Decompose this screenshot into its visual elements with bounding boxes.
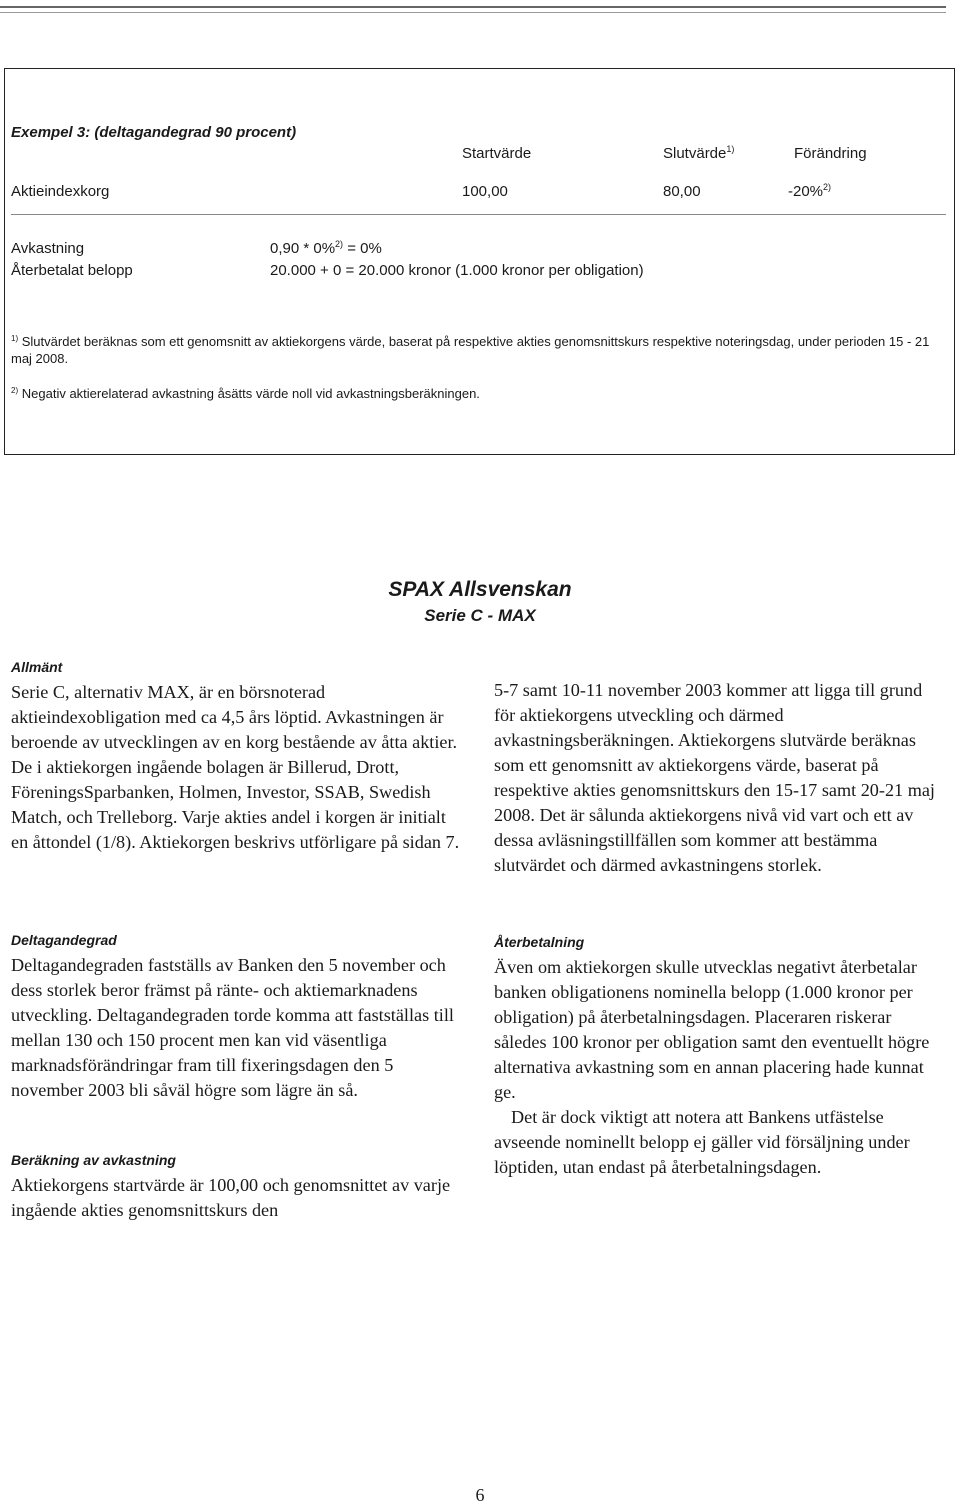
top-rule-thin — [0, 12, 946, 13]
heading-deltagandegrad: Deltagandegrad — [11, 932, 117, 948]
example-title: Exempel 3: (deltagandegrad 90 procent) — [11, 124, 297, 141]
left-column-3 — [11, 1151, 463, 1223]
left-column-2 — [11, 931, 463, 1103]
footnote-2: $^{2)}$ Negativ aktierelaterad avkastning åsätts värde noll vid avkastningsberäkningen. — [11, 386, 480, 401]
index-row-end: 80,00 — [663, 183, 701, 200]
page-number: 6 — [475, 1485, 485, 1505]
page-title: SPAX Allsvenskan — [388, 578, 572, 601]
heading-allmant: Allmänt — [11, 659, 63, 675]
heading-berakning: Beräkning av avkastning — [11, 1152, 176, 1168]
return-row-value: 0,90 * 0%$^{2)}$ = 0% — [270, 239, 382, 257]
index-row-label: Aktieindexkorg — [11, 183, 110, 200]
footnote-1: $^{1)}$ Slutvärdet beräknas som ett genomsnitt av aktiekorgens värde, baserat på respektive akties genomsnittskurs respektive noteringsdag, under perioden 15 - 21 maj 2008. — [11, 334, 930, 366]
heading-aterbetalning: Återbetalning — [494, 934, 585, 950]
text-berakning: Aktiekorgens startvärde är 100,00 och genomsnittet av varje ingående akties genomsnittskurs den — [11, 1175, 451, 1220]
text-aterbetalning-1: Även om aktiekorgen skulle utvecklas negativt återbetalar banken obligationens nominella belopp (1.000 kronor per obligation) på återbetalningsdagen. Placeraren riskerar således 100 kronor per obligation samt den eventuellt högre alternativa avkastning som en annan placering hade kunnat ge. — [494, 957, 930, 1102]
header-startvarde: Startvärde — [462, 145, 532, 162]
right-column-2 — [494, 933, 946, 1180]
header-slutvarde: Slutvärde$^{1)}$ — [663, 144, 735, 162]
right-column — [494, 678, 946, 878]
top-rule — [0, 6, 946, 8]
text-allmant: Serie C, alternativ MAX, är en börsnoterad aktieindexobligation med ca 4,5 års löptid. Avkastningen är beroende av utvecklingen av en korg bestående av åtta aktier. De i aktiekorgen ingående bolagen är Billerud, Drott, FöreningsSparbanken, Holmen, Investor, SSAB, Swedish Match, och Trelleborg. Varje akties andel i korgen är initialt en åttondel (1/8). Aktiekorgen beskrivs utförligare på sidan 7. — [11, 682, 460, 852]
header-forandring: Förändring — [794, 145, 867, 162]
text-deltagandegrad: Deltagandegraden fastställs av Banken den 5 november och dess storlek beror främst på ränte- och aktiemarknadens utveckling. Deltagandegraden torde komma att fastställas till mellan 130 och 150 procent men kan vid väsentliga marknadsförändringar fram till fixeringsdagen den 5 november 2003 bli såväl högre som lägre än så. — [11, 955, 454, 1100]
left-column — [11, 658, 463, 855]
repay-row-value: 20.000 + 0 = 20.000 kronor (1.000 kronor per obligation) — [270, 262, 644, 279]
text-aterbetalning-2: Det är dock viktigt att notera att Bankens utfästelse avseende nominellt belopp ej gäller vid försäljning under löptiden, utan endast på återbetalningsdagen. — [494, 1107, 910, 1177]
index-row-change: -20%$^{2)}$ — [788, 182, 832, 200]
return-row-label: Avkastning — [11, 240, 85, 257]
repay-row-label: Återbetalat belopp — [11, 262, 133, 279]
table-divider — [11, 214, 946, 215]
text-right-top: 5-7 samt 10-11 november 2003 kommer att ligga till grund för aktiekorgens utveckling och därmed avkastningsberäkningen. Aktiekorgens slutvärde beräknas som ett genomsnitt av aktiekorgens värde, baserat på respektive akties genomsnittskurs den 15-17 samt 20-21 maj 2008. Det är sålunda aktiekorgens nivå vid vart och ett av dessa avläsningstillfällen som kommer att bestämma slutvärdet och därmed avkastningens storlek. — [494, 680, 935, 875]
page-subtitle: Serie C - MAX — [424, 606, 536, 625]
index-row-start: 100,00 — [462, 183, 508, 200]
